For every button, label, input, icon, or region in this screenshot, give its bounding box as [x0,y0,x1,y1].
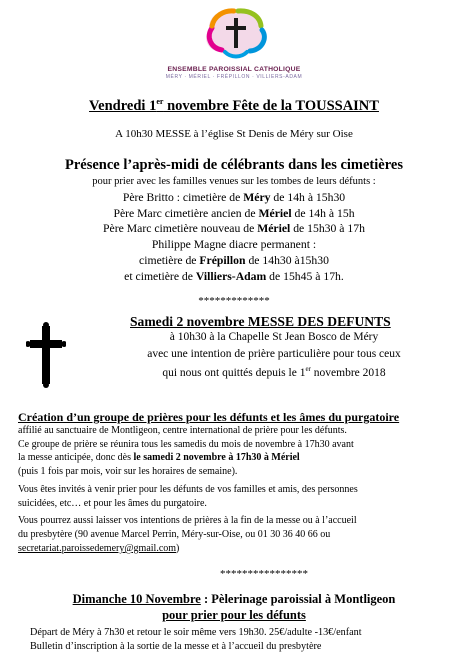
defunts-line-2: avec une intention de prière particulière pour tous ceux [147,348,401,360]
cross-icon [26,322,66,388]
cemetery-line-4: Philippe Magne diacre permanent : [151,238,317,251]
group-line-7: Vous pourrez aussi laisser vos intentions de prières à la fin de la messe ou à l’accueil [18,515,357,526]
group-line-2: Ce groupe de prière se réunira tous les samedis du mois de novembre à 17h30 avant [18,439,354,450]
pilgrimage-subtitle: pour prier pour les défunts [162,608,306,622]
separator: **************** [220,568,308,580]
pilgrimage-title: Dimanche 10 Novembre : Pèlerinage paroissial à Montligeon [72,592,396,606]
pilgrimage-line-2: Bulletin d’inscription à la sortie de la messe et à l’accueil du presbytère [30,641,322,652]
logo-graphic [198,6,274,62]
group-line-9: secretariat.paroissedemery@gmail.com) [18,543,180,554]
cemetery-line-3: Père Marc cimetière nouveau de Mériel de 15h30 à 17h [103,222,365,235]
cemeteries-intro: pour prier avec les familles venues sur les tombes de leurs défunts : [92,176,376,187]
separator: ************* [198,295,270,307]
group-line-5: Vous êtes invités à venir prier pour les défunts de vos familles et amis, des personnes [18,484,358,495]
cemetery-line-1: Père Britto : cimetière de Méry de 14h à 15h30 [122,191,346,204]
group-line-1: affilié au sanctuaire de Montligeon, centre international de prière pour les défunts. [18,425,347,436]
group-line-6: suicidées, etc… et pour les âmes du purgatoire. [18,498,207,509]
prayer-group-title: Création d’un groupe de prières pour les défunts et les âmes du purgatoire [18,410,400,424]
org-towns: MÉRY · MÉRIEL · FRÉPILLON · VILLIERS-ADAM [165,74,303,80]
group-line-8: du presbytère (90 avenue Marcel Perrin, Méry-sur-Oise, ou 01 30 36 40 66 ou [18,529,331,540]
org-name: ENSEMBLE PAROISSIAL CATHOLIQUE [167,66,301,73]
parish-logo [198,6,274,62]
cemeteries-title: Présence l’après-midi de célébrants dans les cimetières [65,157,403,173]
email-link[interactable]: secretariat.paroissedemery@gmail.com [18,543,177,554]
cemetery-line-6: et cimetière de Villiers-Adam de 15h45 à 17h. [124,270,344,283]
defunts-line-1: à 10h30 à la Chapelle St Jean Bosco de Méry [169,331,379,343]
pilgrimage-line-1: Départ de Méry à 7h30 et retour le soir même vers 19h30. 25€/adulte -13€/enfant [30,627,362,638]
group-line-4: (puis 1 fois par mois, voir sur les horaires de semaine). [18,466,238,477]
group-line-3: la messe anticipée, donc dès le samedi 2 novembre à 17h30 à Mériel [18,452,300,463]
cemetery-line-5: cimetière de Frépillon de 14h30 à15h30 [139,254,329,267]
defunts-title: Samedi 2 novembre MESSE DES DEFUNTS [130,314,391,329]
cemetery-line-2: Père Marc cimetière ancien de Mériel de 14h à 15h [113,207,355,220]
defunts-line-3: qui nous ont quittés depuis le 1er novembre 2018 [162,365,386,379]
toussaint-title: Vendredi 1er novembre Fête de la TOUSSAINT [89,97,379,114]
toussaint-mass: A 10h30 MESSE à l’église St Denis de Méry sur Oise [115,128,353,140]
